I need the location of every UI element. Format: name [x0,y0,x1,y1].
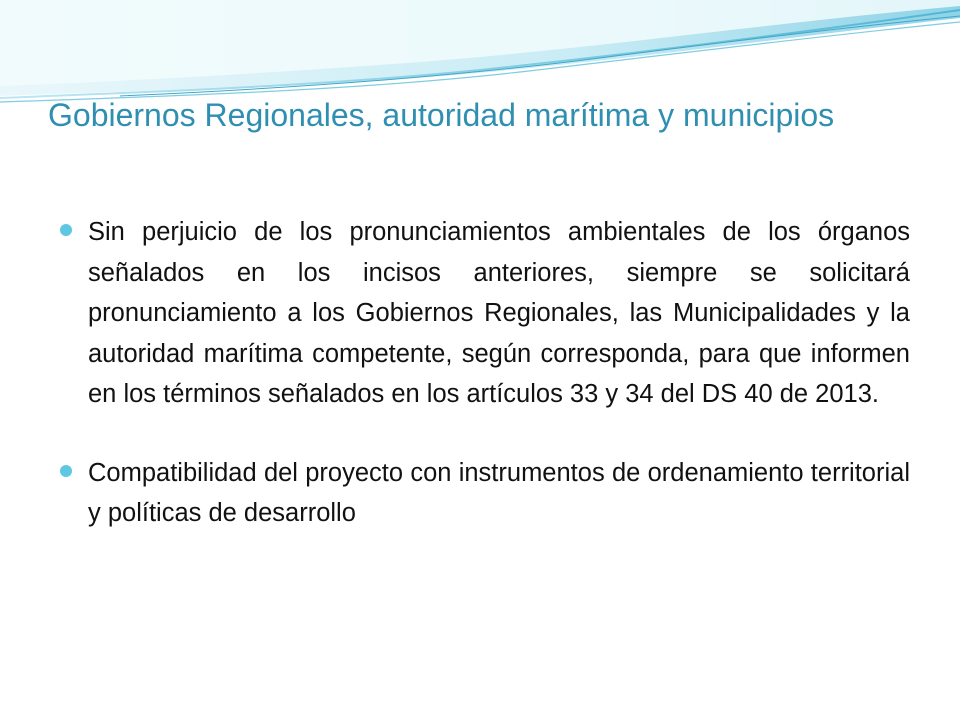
bullet-list [60,212,910,534]
bullet-dot-icon [60,465,72,477]
bullet-text: Sin perjuicio de los pronunciamientos ambientales de los órganos señalados en los incisos anteriores, siempre se solicitará pronunciamiento a los Gobiernos Regionales, las Municipalidades y la autoridad marítima competente, según corresponda, para que informen en los términos señalados en los artículos 33 y 34 del DS 40 de 2013. [88,218,910,408]
wave-front [0,0,960,86]
bullet-text: Compatibilidad del proyecto con instrumentos de ordenamiento territorial y políticas de desarrollo [88,458,910,527]
bullet-dot-icon [60,224,72,236]
bullet-item-territorial-compatibility [60,453,910,534]
slide-title: Gobiernos Regionales, autoridad marítima y municipios [48,97,835,133]
bullet-item-regional-governments [60,212,910,415]
